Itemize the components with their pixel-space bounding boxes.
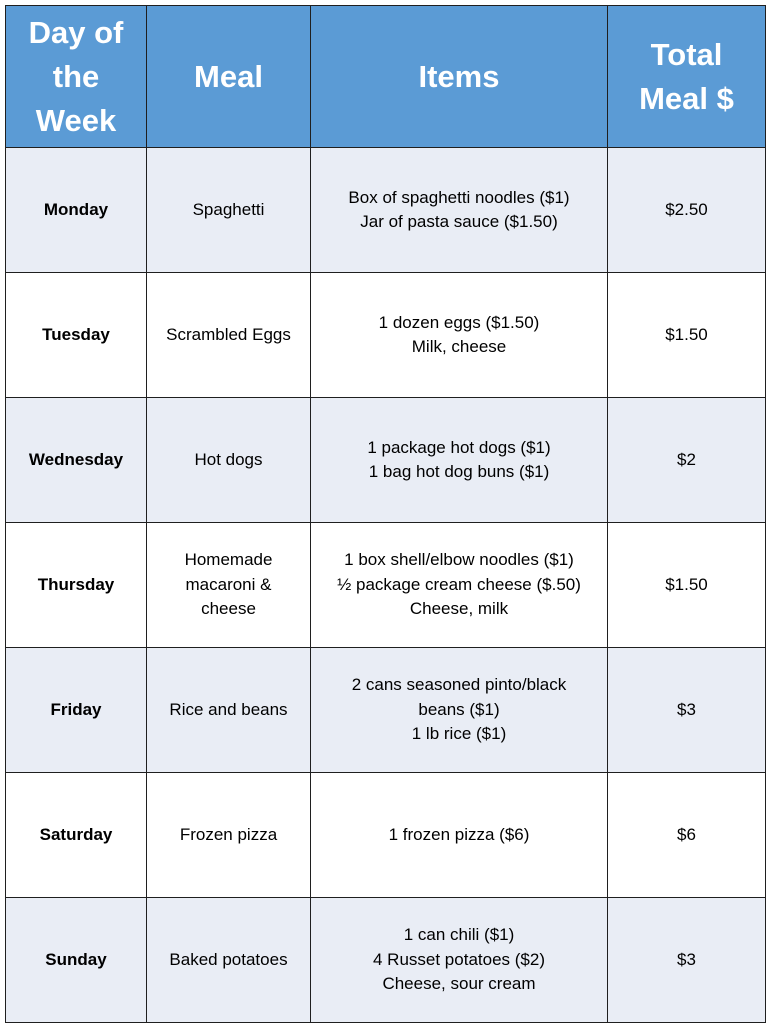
meal-cell [147, 398, 311, 523]
table-row [6, 398, 766, 523]
header-total-meal-cost [608, 6, 766, 148]
header-items [311, 6, 608, 148]
items-cell [311, 523, 608, 648]
meal-cell [147, 523, 311, 648]
item-line: 1 lb rice ($1) [411, 724, 507, 744]
meal-plan-table [5, 5, 766, 1023]
table-row [6, 523, 766, 648]
items-cell [311, 148, 608, 273]
table-row [6, 648, 766, 773]
item-line: beans ($1) [418, 699, 500, 719]
meal-cell [147, 773, 311, 898]
item-line: 1 can chili ($1) [403, 925, 515, 945]
meal-cell [147, 648, 311, 773]
item-line: 2 cans seasoned pinto/black [351, 675, 567, 695]
header-row [6, 6, 766, 148]
meal-cell [147, 273, 311, 398]
header-day-of-week [6, 6, 147, 148]
item-line: 1 dozen eggs ($1.50) [378, 312, 540, 332]
total-cell: $1.50 [608, 523, 766, 648]
meal-line: Hot dogs [194, 449, 263, 469]
item-line: 1 bag hot dog buns ($1) [368, 462, 550, 481]
meal-line: Spaghetti [192, 199, 265, 219]
items-cell [311, 773, 608, 898]
day-cell: Tuesday [6, 273, 147, 398]
header-line: Week [35, 102, 117, 138]
item-line: Cheese, milk [409, 599, 509, 619]
day-cell: Friday [6, 648, 147, 773]
total-cell: $3 [608, 898, 766, 1023]
item-line: 1 frozen pizza ($6) [388, 824, 530, 844]
total-cell: $1.50 [608, 273, 766, 398]
table-header [6, 6, 766, 148]
header-line: Meal [194, 58, 263, 94]
meal-cell [147, 148, 311, 273]
meal-line: cheese [201, 599, 256, 619]
total-cell: $2.50 [608, 148, 766, 273]
table-row [6, 148, 766, 273]
day-cell: Monday [6, 148, 147, 273]
header-line: Items [418, 58, 500, 94]
item-line: Box of spaghetti noodles ($1) [348, 187, 570, 207]
item-line: ½ package cream cheese ($.50) [337, 574, 581, 594]
items-cell [311, 273, 608, 398]
meal-line: macaroni & [185, 574, 272, 594]
day-cell: Thursday [6, 523, 147, 648]
header-line: Day of [28, 14, 124, 50]
header-line: the [52, 58, 100, 94]
total-cell: $2 [608, 398, 766, 523]
table-body [6, 148, 766, 1023]
day-cell: Saturday [6, 773, 147, 898]
day-cell: Sunday [6, 898, 147, 1023]
item-line: Cheese, sour cream [382, 974, 536, 994]
total-cell: $3 [608, 648, 766, 773]
meal-line: Scrambled Eggs [166, 324, 291, 344]
header-line: Meal $ [639, 80, 734, 116]
meal-line: Homemade [184, 550, 273, 570]
item-line: 1 package hot dogs ($1) [367, 437, 551, 457]
item-line: Jar of pasta sauce ($1.50) [360, 212, 558, 231]
day-cell: Wednesday [6, 398, 147, 523]
meal-line: Rice and beans [169, 699, 288, 719]
table-row [6, 273, 766, 398]
item-line: 4 Russet potatoes ($2) [373, 949, 545, 969]
header-line: Total [650, 36, 723, 72]
items-cell [311, 398, 608, 523]
meal-line: Baked potatoes [169, 949, 288, 969]
meal-line: Frozen pizza [179, 824, 278, 844]
items-cell [311, 648, 608, 773]
items-cell [311, 898, 608, 1023]
total-cell: $6 [608, 773, 766, 898]
table-row [6, 898, 766, 1023]
table-row [6, 773, 766, 898]
header-meal [147, 6, 311, 148]
item-line: Milk, cheese [411, 337, 507, 356]
meal-cell [147, 898, 311, 1023]
item-line: 1 box shell/elbow noodles ($1) [344, 550, 574, 570]
